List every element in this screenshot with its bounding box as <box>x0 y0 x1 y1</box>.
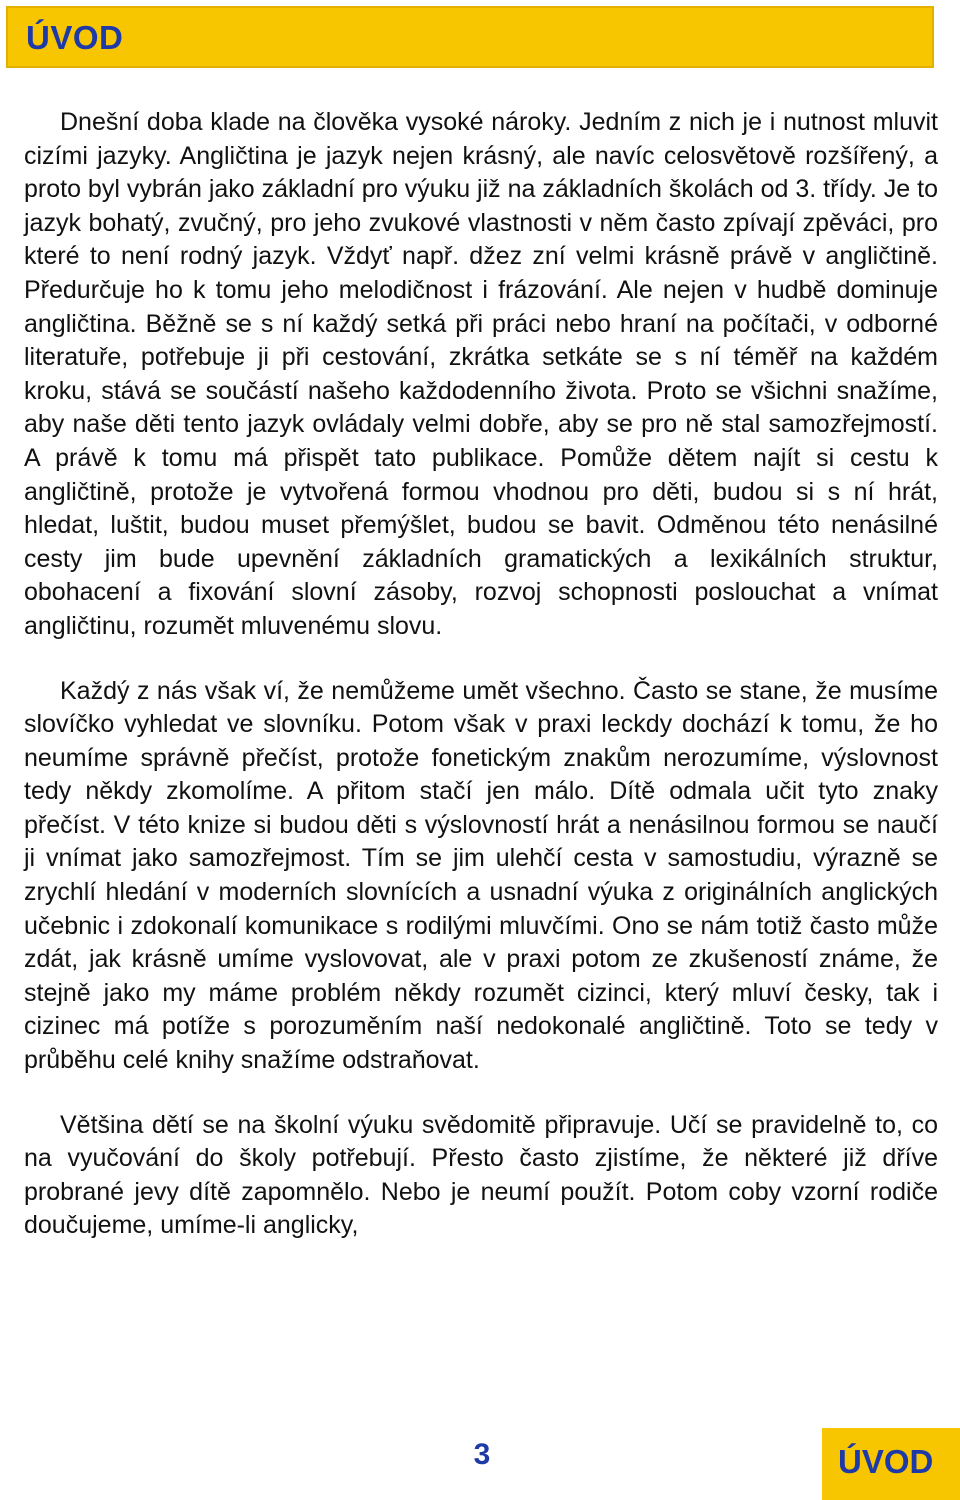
document-body <box>24 106 938 1274</box>
paragraph-3: Většina dětí se na školní výuku svědomitě připravuje. Učí se pravidelně to, co na vyučování do školy potřebují. Přesto často zjistíme, že některé již dříve probrané jevy dítě zapomnělo. Nebo je neumí použít. Potom coby vzorní rodiče doučujeme, umíme-li anglicky, <box>24 1110 938 1240</box>
page-number: 3 <box>473 1438 491 1471</box>
footer-section-title: ÚVOD <box>838 1443 934 1480</box>
paragraph-1: Dnešní doba klade na člověka vysoké nároky. Jedním z nich je i nutnost mluvit cizími jazyky. Angličtina je jazyk nejen krásný, ale navíc celosvětově rozšířený, a proto byl vybrán jako základní pro výuku již na základních školách od 3. třídy. Je to jazyk bohatý, zvučný, pro jeho zvukové vlastnosti v něm často zpívají zpěváci, pro které to není rodný jazyk. Vždyť např. džez zní velmi krásně právě v angličtině. Předurčuje ho k tomu jeho melodičnost i frázování. Ale nejen v hudbě dominuje angličtina. Běžně se s ní každý setká při práci nebo hraní na počítači, v odborné literatuře, potřebuje ji při cestování, zkrátka setkáte se s ní téměř na každém kroku, stává se součástí našeho každodenního života. Proto se všichni snažíme, aby naše děti tento jazyk ovládaly velmi dobře, aby se pro ně stal samozřejmostí. A právě k tomu má přispět tato publikace. Pomůže dětem najít si cestu k angličtině, protože je vytvořená formou vhodnou pro děti, budou si s ní hrát, hledat, luštit, budou muset přemýšlet, budou se bavit. Odměnou této nenásilné cesty jim bude upevnění základních gramatických a lexikálních struktur, obohacení a fixování slovní zásoby, rozvoj schopnosti poslouchat a vnímat angličtinu, rozumět mluvenému slovu. <box>24 108 938 640</box>
page-title: ÚVOD <box>26 19 124 56</box>
paragraph-2: Každý z nás však ví, že nemůžeme umět všechno. Často se stane, že musíme slovíčko vyhledat ve slovníku. Potom však v praxi leckdy dochází k tomu, že ho neumíme správně přečíst, protože fonetickým znakům nerozumíme, výslovnost tedy někdy zkomolíme. A přitom stačí jen málo. Dítě odmala učit tyto znaky přečíst. V této knize si budou děti s výslovností hrát a nenásilnou formou se naučí ji vnímat jako samozřejmost. Tím se jim ulehčí cesta v samostudiu, výrazně se zrychlí hledání v moderních slovnících a usnadní výuka z originálních anglických učebnic i zdokonalí komunikace s rodilými mluvčími. Ono se nám totiž často může zdát, jak krásně umíme vyslovovat, ale v praxi potom ze zkušeností známe, že stejně jako my máme problém někdy rozumět cizinci, který mluví česky, tak i cizinec má potíže s porozuměním naší nedokonalé angličtině. Toto se tedy v průběhu celé knihy snažíme odstraňovat. <box>24 676 938 1075</box>
header-bar <box>6 6 934 68</box>
